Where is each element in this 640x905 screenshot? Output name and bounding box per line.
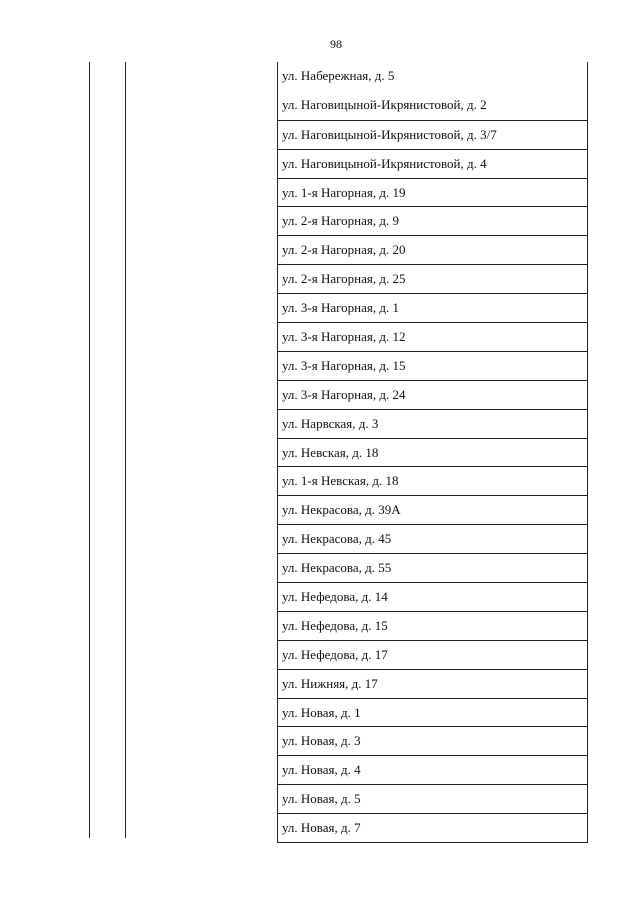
table-row: ул. Нарвская, д. 3 <box>278 409 587 438</box>
table-row: ул. 2-я Нагорная, д. 9 <box>278 206 587 235</box>
table-left-border-line <box>89 62 90 838</box>
table-row: ул. 3-я Нагорная, д. 24 <box>278 380 587 409</box>
table-row: ул. 2-я Нагорная, д. 25 <box>278 264 587 293</box>
table-row: ул. 3-я Нагорная, д. 15 <box>278 351 587 380</box>
table-row: ул. Новая, д. 7 <box>278 813 587 842</box>
table-row: ул. Некрасова, д. 55 <box>278 553 587 582</box>
table-row: ул. Набережная, д. 5 <box>282 68 395 83</box>
table-row: ул. 3-я Нагорная, д. 12 <box>278 322 587 351</box>
table-row: ул. Нефедова, д. 14 <box>278 582 587 611</box>
table-row: ул. Новая, д. 3 <box>278 726 587 755</box>
page-number: 98 <box>330 37 342 51</box>
table-row: ул. Новая, д. 4 <box>278 755 587 784</box>
table-row: ул. Наговицыной-Икрянистовой, д. 2 <box>282 96 487 112</box>
table-row: ул. 3-я Нагорная, д. 1 <box>278 293 587 322</box>
table-row: ул. Нижняя, д. 17 <box>278 669 587 698</box>
table-row: ул. Наговицыной-Икрянистовой, д. 3/7 <box>278 120 587 149</box>
table-row: ул. 1-я Нагорная, д. 19 <box>278 178 587 207</box>
table-row: ул. Нефедова, д. 17 <box>278 640 587 669</box>
table-column-divider-line <box>125 62 126 838</box>
table-row: ул. 1-я Невская, д. 18 <box>278 466 587 495</box>
table-row: ул. Нефедова, д. 15 <box>278 611 587 640</box>
address-table <box>277 62 588 843</box>
table-row: ул. Наговицыной-Икрянистовой, д. 4 <box>278 149 587 178</box>
table-row: ул. 2-я Нагорная, д. 20 <box>278 235 587 264</box>
table-row: ул. Некрасова, д. 39А <box>278 495 587 524</box>
table-row: ул. Невская, д. 18 <box>278 438 587 467</box>
table-row: ул. Новая, д. 5 <box>278 784 587 813</box>
table-row: ул. Некрасова, д. 45 <box>278 524 587 553</box>
table-row: ул. Новая, д. 1 <box>278 698 587 727</box>
